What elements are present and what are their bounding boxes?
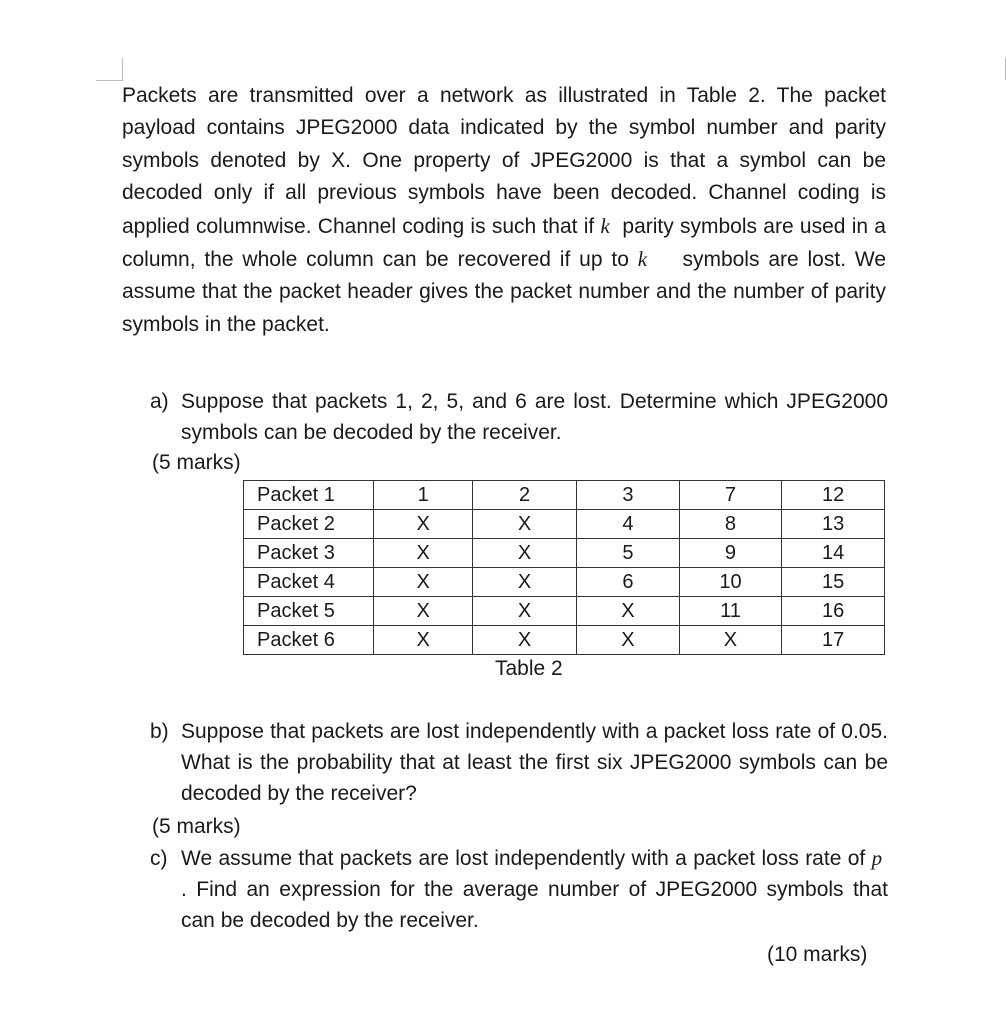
math-k-1: k — [600, 213, 610, 238]
intro-text-2: parity symbols are used in a column, the whole column can be recovered if up to — [122, 214, 886, 272]
math-k-2: k — [637, 247, 648, 272]
question-a-text: Suppose that packets 1, 2, 5, and 6 are lost. Determine which JPEG2000 symbols can be decoded by the receiver. — [181, 390, 888, 444]
question-c-text-before: We assume that packets are lost independently with a packet loss rate of — [181, 847, 866, 870]
table-cell: X — [472, 597, 576, 626]
table-cell: 17 — [782, 626, 885, 655]
table-row — [244, 481, 885, 510]
question-a — [150, 386, 888, 448]
table-cell: X — [374, 597, 473, 626]
table-cell: 14 — [782, 539, 885, 568]
packet-name-cell: Packet 1 — [244, 481, 374, 510]
packet-name-cell: Packet 5 — [244, 597, 374, 626]
math-p: p — [871, 846, 883, 870]
table-cell: 4 — [577, 510, 679, 539]
question-c-text-after: . Find an expression for the average number of JPEG2000 symbols that can be decoded by the receiver. — [181, 878, 888, 932]
question-b-label: b) — [150, 720, 169, 743]
table-cell: 2 — [472, 481, 576, 510]
table-cell: 10 — [679, 568, 782, 597]
packet-name-cell: Packet 6 — [244, 626, 374, 655]
question-b-marks: (5 marks) — [152, 815, 241, 838]
question-b — [150, 716, 888, 809]
table-cell: 8 — [679, 510, 782, 539]
table-cell: 16 — [782, 597, 885, 626]
packet-table — [243, 480, 885, 655]
table-cell: 6 — [577, 568, 679, 597]
table-caption: Table 2 — [495, 657, 563, 680]
table-cell: X — [374, 539, 473, 568]
packet-name-cell: Packet 3 — [244, 539, 374, 568]
question-c-marks: (10 marks) — [767, 943, 868, 966]
question-c-text — [181, 843, 888, 936]
table-cell: 1 — [374, 481, 473, 510]
packet-name-cell: Packet 4 — [244, 568, 374, 597]
question-c — [150, 843, 888, 936]
table-cell: X — [472, 568, 576, 597]
table-cell: X — [472, 510, 576, 539]
table-row — [244, 510, 885, 539]
intro-paragraph — [122, 80, 886, 341]
table-cell: 7 — [679, 481, 782, 510]
table-row — [244, 539, 885, 568]
table-cell: 5 — [577, 539, 679, 568]
table-cell: 11 — [679, 597, 782, 626]
question-c-label: c) — [150, 847, 168, 870]
table-row — [244, 597, 885, 626]
question-b-text: Suppose that packets are lost independently with a packet loss rate of 0.05. What is the probability that at least the first six JPEG2000 symbols can be decoded by the receiver? — [181, 720, 888, 805]
table-cell: 15 — [782, 568, 885, 597]
table-cell: X — [374, 568, 473, 597]
table-cell: 12 — [782, 481, 885, 510]
table-cell: X — [577, 626, 679, 655]
table-cell: X — [577, 597, 679, 626]
intro-text-1: Packets are transmitted over a network as illustrated in Table 2. The packet payload contains JPEG2000 data indicated by the symbol number and parity symbols denoted by X. One property of JPEG2000 is that a symbol can be decoded only if all previous symbols have been decoded. Channel coding is applied columnwise. Channel coding is such that if — [122, 84, 886, 238]
table-row — [244, 568, 885, 597]
table-cell: 3 — [577, 481, 679, 510]
table-cell: X — [679, 626, 782, 655]
table-cell: 9 — [679, 539, 782, 568]
packet-name-cell: Packet 2 — [244, 510, 374, 539]
table-cell: 13 — [782, 510, 885, 539]
table-row — [244, 626, 885, 655]
intro-text-3: symbols are lost. We assume that the packet header gives the packet number and the number of parity symbols in the packet. — [122, 248, 886, 336]
table-cell: X — [472, 626, 576, 655]
page-corner-mark — [96, 58, 123, 81]
table-cell: X — [374, 626, 473, 655]
table-cell: X — [472, 539, 576, 568]
question-a-marks: (5 marks) — [152, 451, 241, 474]
question-a-label: a) — [150, 390, 169, 413]
table-cell: X — [374, 510, 473, 539]
